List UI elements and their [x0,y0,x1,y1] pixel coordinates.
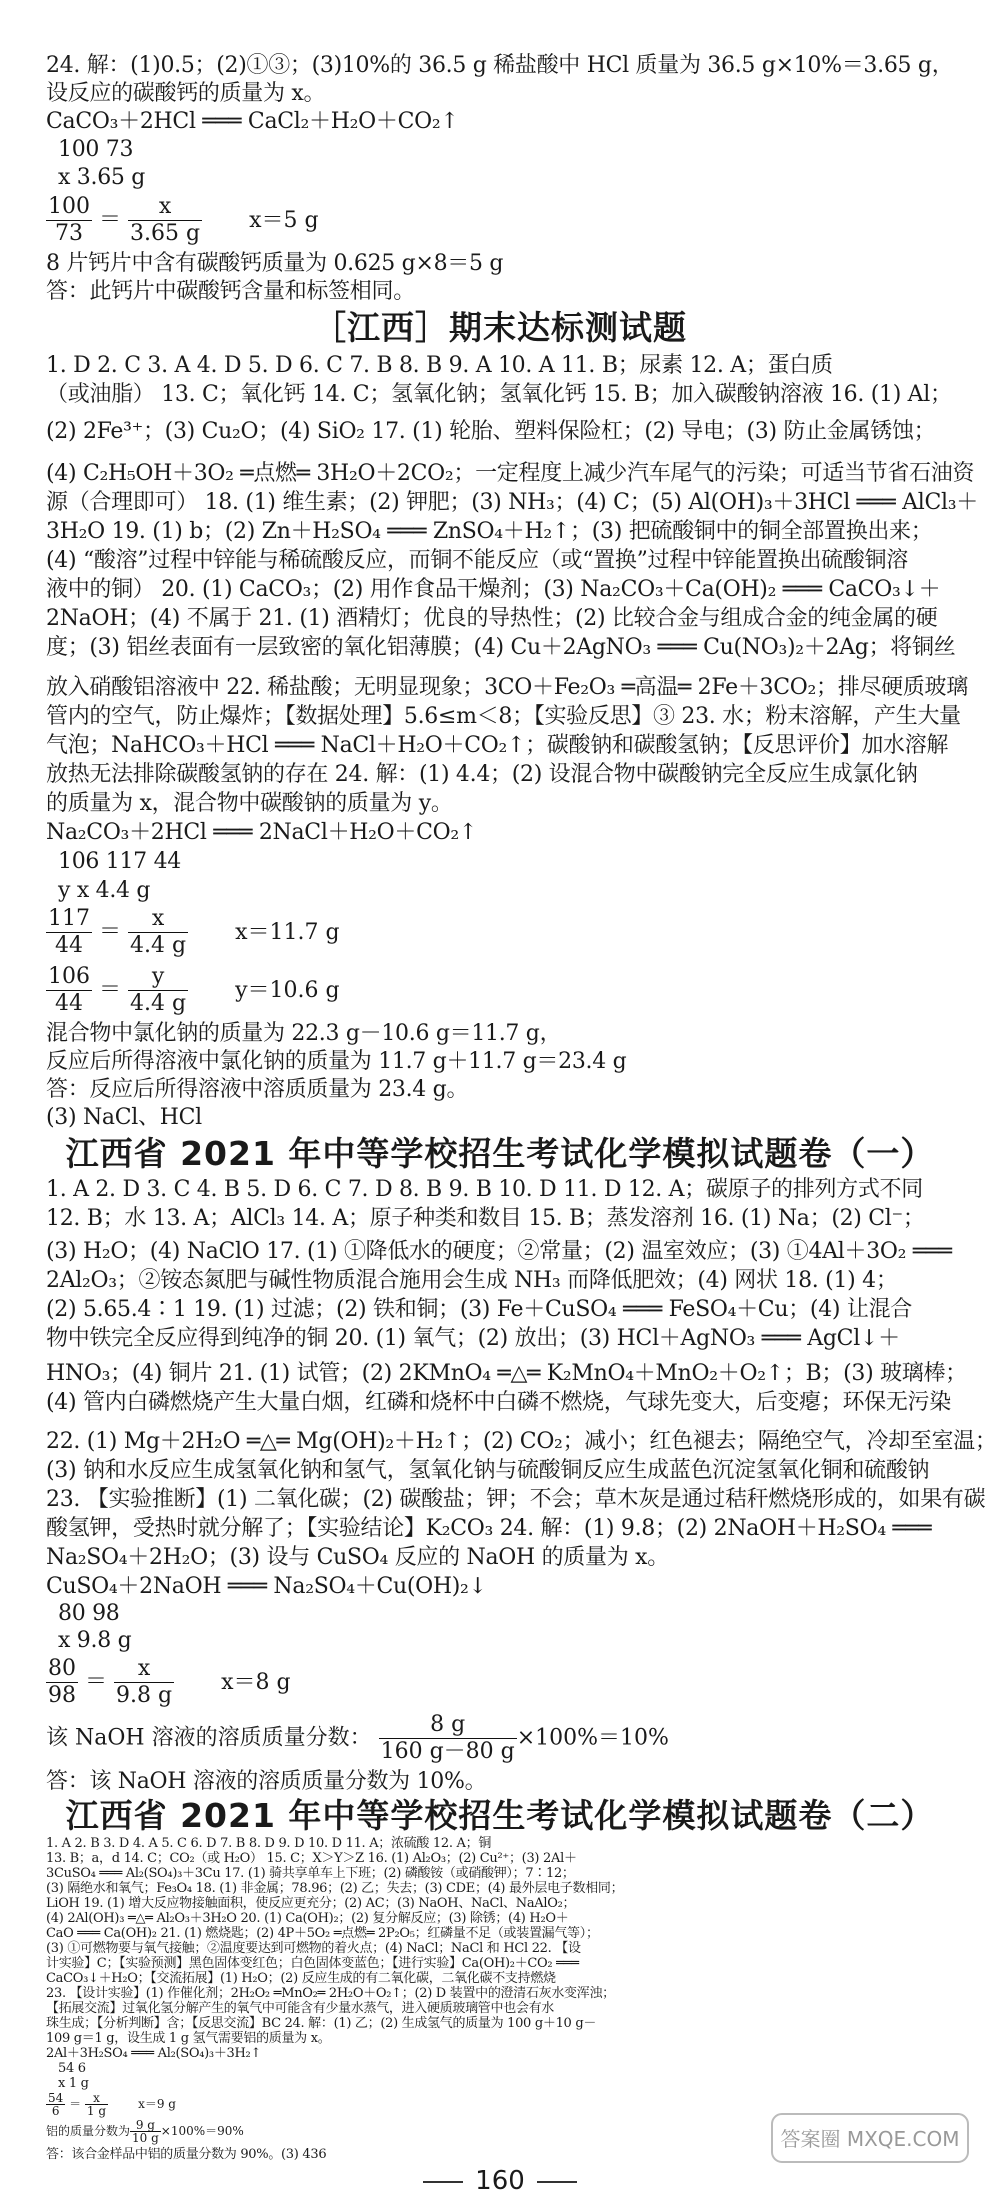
equation-line: 54 6 [58,2061,86,2076]
fraction-equation: $\frac{117}{44}$ ＝ $\frac{x}{4.4 g}$ x＝11.7 g [48,906,340,958]
text-line: 13. B；a，d 14. C；CO₂（或 H₂O） 15. C；X＞Y＞Z 16. (1) Al₂O₃；(2) Cu²⁺；(3) 2Al＋ [46,1851,577,1866]
text-line: （或油脂） 13. C；氧化钙 14. C；氢氧化钠；氢氧化钙 15. B；加入碳酸钠溶液 16. (1) Al； [46,382,952,407]
fraction-equation: $\frac{106}{44}$ ＝ $\frac{y}{4.4 g}$ y＝10.6 g [48,964,340,1016]
text-line: y x 4.4 g [58,878,151,903]
text-line: (3) H₂O；(4) NaClO 17. (1) ①降低水的硬度；②常量；(2) 温室效应；(3) ①4Al＋3O₂ ═══ [46,1239,952,1264]
page-number: 160 [0,2166,1000,2196]
text-line: 答：该合金样品中铝的质量分数为 90%。(3) 436 [46,2147,327,2162]
text-line: 24. 解：(1)0.5；(2)①③；(3)10%的 36.5 g 稀盐酸中 HCl 质量为 36.5 g×10%＝3.65 g， [46,53,954,78]
text-line: 放热无法排除碳酸氢钠的存在 24. 解：(1) 4.4；(2) 设混合物中碳酸钠完全反应生成氯化钠 [46,762,918,787]
text-line: 答：此钙片中碳酸钙含量和标签相同。 [46,279,415,304]
text-line: CaO ═══ Ca(OH)₂ 21. (1) 燃烧匙；(2) 4P＋5O₂ ═点燃═ 2P₂O₅；红磷量不足（或装置漏气等）； [46,1926,599,1941]
text-line: 100 73 [58,137,134,162]
text-line: (3) ①可燃物要与氧气接触；②温度要达到可燃物的着火点；(4) NaCl；NaCl 和 HCl 22. 【设 [46,1941,581,1956]
text-line: 气泡；NaHCO₃＋HCl ═══ NaCl＋H₂O＋CO₂↑；碳酸钠和碳酸氢钠；【反思评价】加水溶解 [46,733,949,758]
text-line: 2NaOH；(4) 不属于 21. (1) 酒精灯；优良的导热性；(2) 比较合金与组成合金的纯金属的硬 [46,606,938,631]
watermark-logo [770,2110,970,2166]
text-line: 设反应的碳酸钙的质量为 x。 [46,81,326,106]
text-line: x 3.65 g [58,165,146,190]
svg-text:答案圈 MXQE.COM: 答案圈 MXQE.COM [780,2127,960,2151]
text-line: 8 片钙片中含有碳酸钙质量为 0.625 g×8＝5 g [46,251,504,276]
text-line: 管内的空气，防止爆炸；【数据处理】5.6≤m＜8；【实验反思】③ 23. 水；粉末溶解，产生大量 [46,704,961,729]
text-line: 的质量为 x，混合物中碳酸钠的质量为 y。 [46,791,453,816]
section-title: 江西省 2021 年中等学校招生考试化学模拟试题卷（一） [65,1134,935,1173]
text-line: 3CuSO₄ ═══ Al₂(SO₄)₃＋3Cu 17. (1) 骑共享单车上下班；(2) 磷酸铵（或硝酸钾）；7∶12； [46,1866,575,1881]
equation-line: Na₂CO₃＋2HCl ═══ 2NaCl＋H₂O＋CO₂↑ [46,820,478,845]
section-title: ［江西］期末达标测试题 [313,308,687,347]
text-line: 3H₂O 19. (1) b；(2) Zn＋H₂SO₄ ═══ ZnSO₄＋H₂↑；(3) 把硫酸铜中的铜全部置换出来； [46,519,933,544]
fraction-equation: 该 NaOH 溶液的溶质质量分数： $\frac{8 g}{160 g-80 g}$ ×100%＝10% [46,1712,669,1764]
text-line: 109 g＝1 g，设生成 1 g 氢气需要铝的质量为 x。 [46,2031,331,2046]
text-line: 酸氢钾，受热时就分解了；【实验结论】K₂CO₃ 24. 解：(1) 9.8；(2) 2NaOH＋H₂SO₄ ═══ [46,1516,932,1541]
equation-line: CuSO₄＋2NaOH ═══ Na₂SO₄＋Cu(OH)₂↓ [46,1574,487,1599]
text-line: (3) 钠和水反应生成氢氧化钠和氢气，氢氧化钠与硫酸铜反应生成蓝色沉淀氢氧化铜和硫酸钠 [46,1458,930,1483]
fraction-equation: $\frac{54}{6}$ ＝ $\frac{x}{1 g}$ x＝9 g [48,2091,176,2118]
text-line: 【拓展交流】过氧化氢分解产生的氧气中可能含有少量水蒸气，进入硬质玻璃管中也会有水 [46,2001,555,2016]
text-line: 反应后所得溶液中氯化钠的质量为 11.7 g＋11.7 g＝23.4 g [46,1049,627,1074]
fraction-equation: 铝的质量分数为 $\frac{9 g}{10 g}$ ×100%＝90% [46,2118,244,2145]
text-line: 珠生成；【分析判断】含；【反思交流】BC 24. 解：(1) 乙；(2) 生成氢气的质量为 100 g＋10 g－ [46,2016,597,2031]
text-line: 物中铁完全反应得到纯净的铜 20. (1) 氧气；(2) 放出；(3) HCl＋AgNO₃ ═══ AgCl↓＋ [46,1326,900,1351]
text-line: 度；(3) 铝丝表面有一层致密的氧化铝薄膜；(4) Cu＋2AgNO₃ ═══ Cu(NO₃)₂＋2Ag；将铜丝 [46,635,956,660]
text-line: 答：反应后所得溶液中溶质质量为 23.4 g。 [46,1077,469,1102]
section-title: 江西省 2021 年中等学校招生考试化学模拟试题卷（二） [65,1796,935,1835]
text-line: (4) 2Al(OH)₃ ═△═ Al₂O₃＋3H₂O 20. (1) Ca(OH)₂；(2) 复分解反应；(3) 除锈；(4) H₂O＋ [46,1911,569,1926]
text-line: Na₂SO₄＋2H₂O；(3) 设与 CuSO₄ 反应的 NaOH 的质量为 x。 [46,1545,669,1570]
text-line: 混合物中氯化钠的质量为 22.3 g－10.6 g＝11.7 g， [46,1021,562,1046]
text-line: 1. A 2. B 3. D 4. A 5. C 6. D 7. B 8. D 9. D 10. D 11. A；浓硫酸 12. A；铜 [46,1836,492,1851]
equation-line: CaCO₃＋2HCl ═══ CaCl₂＋H₂O＋CO₂↑ [46,109,459,134]
fraction-equation: $\frac{80}{98}$ ＝ $\frac{x}{9.8 g}$ x＝8 g [48,1656,291,1708]
text-line: (2) 2Fe³⁺；(3) Cu₂O；(4) SiO₂ 17. (1) 轮胎、塑料保险杠；(2) 导电；(3) 防止金属锈蚀； [46,419,936,444]
equation-line: 2Al＋3H₂SO₄ ═══ Al₂(SO₄)₃＋3H₂↑ [46,2046,262,2061]
text-line: (3) NaCl、HCl [46,1105,202,1130]
equation-line: x 1 g [58,2076,89,2091]
text-line: (2) 5.65.4∶1 19. (1) 过滤；(2) 铁和铜；(3) Fe＋CuSO₄ ═══ FeSO₄＋Cu；(4) 让混合 [46,1297,912,1322]
text-line: (4) C₂H₅OH＋3O₂ ═点燃═ 3H₂O＋2CO₂；一定程度上减少汽车尾气的污染；可适当节省石油资 [46,461,975,486]
text-line: (4) 管内白磷燃烧产生大量白烟，红磷和烧杯中白磷不燃烧，气球先变大，后变瘪；环保无污染 [46,1390,951,1415]
text-line: 计实验】C；【实验预测】黑色固体变红色；白色固体变蓝色；【进行实验】Ca(OH)₂＋CO₂ ═══ [46,1956,579,1971]
text-line: 源（合理即可） 18. (1) 维生素；(2) 钾肥；(3) NH₃；(4) C；(5) Al(OH)₃＋3HCl ═══ AlCl₃＋ [46,490,978,515]
text-line: 23. 【设计实验】(1) 作催化剂；2H₂O₂ ═MnO₂═ 2H₂O＋O₂↑；(2) D 装置中的澄清石灰水变浑浊； [46,1986,615,2001]
text-line: 放入硝酸铝溶液中 22. 稀盐酸；无明显现象；3CO＋Fe₂O₃ ═高温═ 2Fe＋3CO₂；排尽硬质玻璃 [46,675,968,700]
text-line: HNO₃；(4) 铜片 21. (1) 试管；(2) 2KMnO₄ ═△═ K₂MnO₄＋MnO₂＋O₂↑；B；(3) 玻璃棒； [46,1361,967,1386]
text-line: x 9.8 g [58,1628,132,1653]
text-line: 106 117 44 [58,849,181,874]
text-line: 23. 【实验推断】(1) 二氧化碳；(2) 碳酸盐；钾；不会；草木灰是通过秸秆燃烧形成的，如果有碳 [46,1487,986,1512]
text-line: 液中的铜） 20. (1) CaCO₃；(2) 用作食品干燥剂；(3) Na₂CO₃＋Ca(OH)₂ ═══ CaCO₃↓＋ [46,577,941,602]
text-line: 1. D 2. C 3. A 4. D 5. D 6. C 7. B 8. B 9. A 10. A 11. B；尿素 12. A；蛋白质 [46,353,833,378]
text-line: 80 98 [58,1601,120,1626]
text-line: CaCO₃↓＋H₂O；【交流拓展】(1) H₂O；(2) 反应生成的有二氧化碳，二氧化碳不支持燃烧 [46,1971,556,1986]
text-line: (3) 隔绝水和氧气；Fe₃O₄ 18. (1) 非金属；78.96；(2) 乙；失去；(3) CDE；(4) 最外层电子数相同； [46,1881,624,1896]
text-line: (4) “酸溶”过程中锌能与稀硫酸反应，而铜不能反应（或“置换”过程中锌能置换出硫酸铜溶 [46,548,908,573]
fraction-equation: $\frac{100}{73}$ ＝ $\frac{x}{3.65 g}$ x＝5 g [48,194,319,246]
text-line: 2Al₂O₃；②铵态氮肥与碱性物质混合施用会生成 NH₃ 而降低肥效；(4) 网状 18. (1) 4； [46,1268,898,1293]
text-line: 12. B；水 13. A；AlCl₃ 14. A；原子种类和数目 15. B；蒸发溶剂 16. (1) Na；(2) Cl⁻； [46,1206,925,1231]
text-line: LiOH 19. (1) 增大反应物接触面积，使反应更充分；(2) AC；(3) NaOH、NaCl、NaAlO₂； [46,1896,576,1911]
text-line: 答：该 NaOH 溶液的溶质质量分数为 10%。 [46,1769,487,1794]
text-line: 22. (1) Mg＋2H₂O ═△═ Mg(OH)₂＋H₂↑；(2) CO₂；减小；红色褪去；隔绝空气，冷却至室温； [46,1429,997,1454]
text-line: 1. A 2. D 3. C 4. B 5. D 6. C 7. D 8. B 9. B 10. D 11. D 12. A；碳原子的排列方式不同 [46,1177,923,1202]
